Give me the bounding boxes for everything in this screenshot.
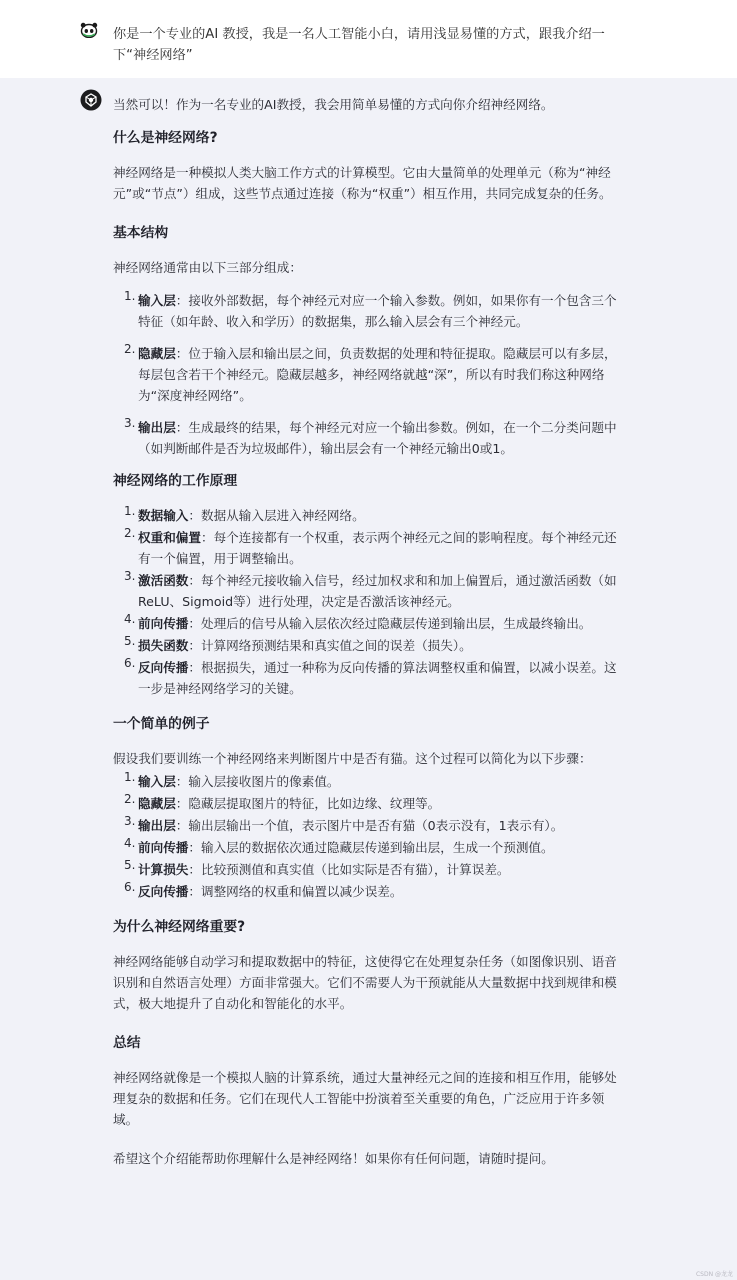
panda-avatar-icon	[80, 22, 98, 38]
list-number: 2.	[124, 342, 136, 356]
list-desc: ：隐藏层提取图片的特征，比如边缘、纹理等。	[175, 796, 441, 811]
section-heading-summary: 总结	[113, 1035, 141, 1051]
structure-list	[113, 290, 628, 459]
list-term: 前向传播	[138, 616, 189, 631]
list-number: 6.	[124, 880, 136, 894]
list-number: 3.	[124, 814, 136, 828]
list-item	[113, 417, 628, 459]
list-desc: ：处理后的信号从输入层依次经过隐藏层传递到输出层，生成最终输出。	[188, 616, 592, 631]
list-number: 1.	[124, 504, 136, 518]
list-term: 数据输入	[138, 508, 189, 523]
list-item	[113, 343, 628, 406]
list-desc: ：输出层输出一个值，表示图片中是否有猫（0表示没有，1表示有）。	[175, 818, 564, 833]
list-item	[113, 290, 628, 332]
list-item	[113, 527, 628, 569]
list-number: 2.	[124, 792, 136, 806]
section-heading-structure: 基本结构	[113, 225, 169, 241]
assistant-logo-icon	[80, 89, 102, 111]
section-text-what: 神经网络是一种模拟人类大脑工作方式的计算模型。它由大量简单的处理单元（称为“神经元”或“节点”）组成，这些节点通过连接（称为“权重”）相互作用，共同完成复杂的任务。	[113, 165, 612, 201]
list-number: 1.	[124, 289, 136, 303]
list-term: 输入层	[138, 774, 176, 789]
answer-closing: 希望这个介绍能帮助你理解什么是神经网络！如果你有任何问题，请随时提问。	[113, 1151, 554, 1166]
list-number: 4.	[124, 612, 136, 626]
list-item	[113, 570, 628, 612]
list-term: 反向传播	[138, 884, 189, 899]
list-number: 3.	[124, 569, 136, 583]
list-number: 2.	[124, 526, 136, 540]
list-desc: ：计算网络预测结果和真实值之间的误差（损失）。	[188, 638, 472, 653]
example-list	[113, 771, 628, 902]
list-desc: ：生成最终的结果，每个神经元对应一个输出参数。例如，在一个二分类问题中（如判断邮件是否为垃圾邮件），输出层会有一个神经元输出0或1。	[138, 420, 617, 456]
list-item	[113, 613, 628, 634]
user-message-text: 你是一个专业的AI 教授，我是一名人工智能小白，请用浅显易懂的方式，跟我介绍一下“神经网络”	[113, 27, 605, 63]
section-text-summary: 神经网络就像是一个模拟人脑的计算系统，通过大量神经元之间的连接和相互作用，能够处理复杂的数据和任务。它们在现代人工智能中扮演着至关重要的角色，广泛应用于许多领域。	[113, 1070, 617, 1127]
list-number: 6.	[124, 656, 136, 670]
list-item	[113, 505, 628, 526]
section-lead-example: 假设我们要训练一个神经网络来判断图片中是否有猫。这个过程可以简化为以下步骤：	[113, 751, 592, 766]
list-desc: ：根据损失，通过一种称为反向传播的算法调整权重和偏置，以减小误差。这一步是神经网络学习的关键。	[138, 660, 617, 696]
list-term: 输出层	[138, 420, 176, 435]
list-desc: ：接收外部数据，每个神经元对应一个输入参数。例如，如果你有一个包含三个特征（如年龄、收入和学历）的数据集，那么输入层会有三个神经元。	[138, 293, 617, 329]
list-desc: ：调整网络的权重和偏置以减少误差。	[188, 884, 403, 899]
section-heading-principle: 神经网络的工作原理	[113, 473, 238, 489]
assistant-message	[113, 94, 628, 1169]
list-term: 隐藏层	[138, 796, 176, 811]
user-message	[0, 0, 737, 78]
list-term: 隐藏层	[138, 346, 176, 361]
list-item	[113, 859, 628, 880]
list-number: 4.	[124, 836, 136, 850]
answer-intro: 当然可以！作为一名专业的AI教授，我会用简单易懂的方式向你介绍神经网络。	[113, 97, 554, 112]
watermark: CSDN @龙龙	[695, 1271, 733, 1278]
section-heading-example: 一个简单的例子	[113, 716, 210, 732]
list-desc: ：数据从输入层进入神经网络。	[188, 508, 365, 523]
list-number: 5.	[124, 634, 136, 648]
list-desc: ：每个神经元接收输入信号，经过加权求和和加上偏置后，通过激活函数（如ReLU、Sigmoid等）进行处理，决定是否激活该神经元。	[138, 573, 617, 609]
list-item	[113, 881, 628, 902]
principle-list	[113, 505, 628, 699]
list-term: 前向传播	[138, 840, 189, 855]
list-desc: ：输入层接收图片的像素值。	[175, 774, 340, 789]
list-term: 激活函数	[138, 573, 189, 588]
section-text-importance: 神经网络能够自动学习和提取数据中的特征，这使得它在处理复杂任务（如图像识别、语音识别和自然语言处理）方面非常强大。它们不需要人为干预就能从大量数据中找到规律和模式，极大地提升了自动化和智能化的水平。	[113, 954, 617, 1011]
list-term: 输出层	[138, 818, 176, 833]
list-item	[113, 815, 628, 836]
list-term: 反向传播	[138, 660, 189, 675]
list-item	[113, 771, 628, 792]
list-number: 1.	[124, 770, 136, 784]
list-desc: ：比较预测值和真实值（比如实际是否有猫），计算误差。	[188, 862, 510, 877]
list-desc: ：输入层的数据依次通过隐藏层传递到输出层，生成一个预测值。	[188, 840, 554, 855]
list-desc: ：位于输入层和输出层之间，负责数据的处理和特征提取。隐藏层可以有多层，每层包含若干个神经元。隐藏层越多，神经网络就越“深”，所以有时我们称这种网络为“深度神经网络”。	[138, 346, 617, 403]
list-term: 损失函数	[138, 638, 189, 653]
list-term: 计算损失	[138, 862, 189, 877]
list-term: 权重和偏置	[138, 530, 201, 545]
list-number: 5.	[124, 858, 136, 872]
section-lead-structure: 神经网络通常由以下三部分组成：	[113, 260, 302, 275]
list-desc: ：每个连接都有一个权重，表示两个神经元之间的影响程度。每个神经元还有一个偏置，用于调整输出。	[138, 530, 617, 566]
list-item	[113, 635, 628, 656]
list-number: 3.	[124, 416, 136, 430]
section-heading-importance: 为什么神经网络重要?	[113, 919, 246, 935]
list-item	[113, 793, 628, 814]
list-item	[113, 837, 628, 858]
list-term: 输入层	[138, 293, 176, 308]
section-heading-what: 什么是神经网络?	[113, 130, 218, 146]
list-item	[113, 657, 628, 699]
